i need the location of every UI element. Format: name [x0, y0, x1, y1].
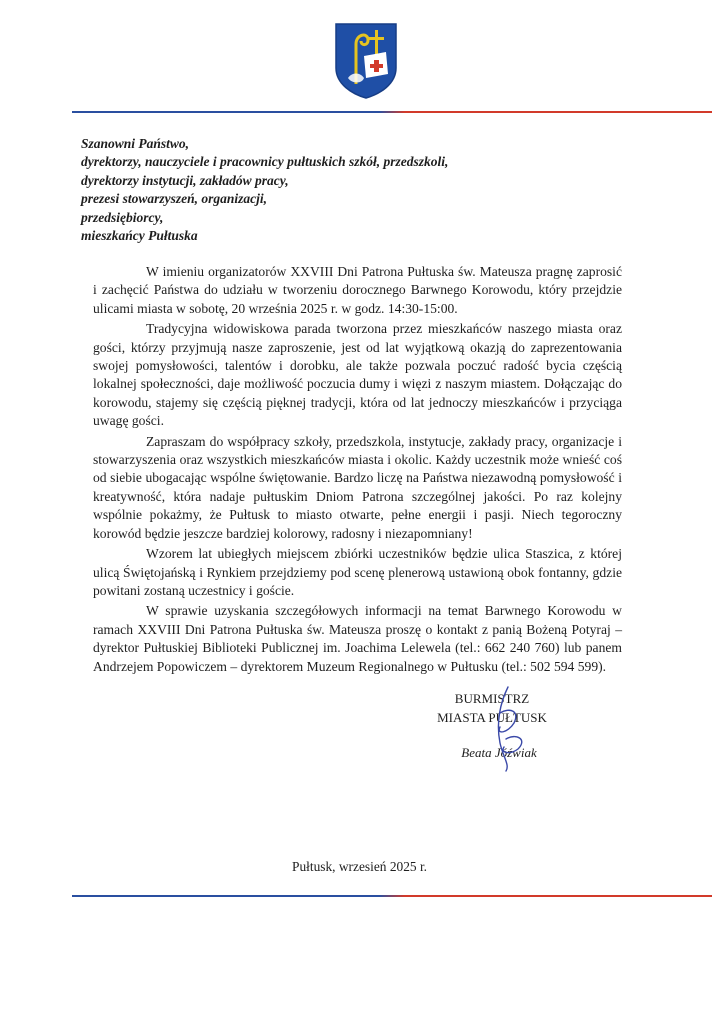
- salutation-line: dyrektorzy instytucji, zakładów pracy,: [81, 172, 289, 188]
- signatory-title: BURMISTRZ: [454, 691, 530, 706]
- coat-of-arms-crest-icon: [334, 22, 398, 100]
- body-paragraph: W sprawie uzyskania szczegółowych informacji na temat Barwnego Korowodu w ramach XXVIII Dni Patrona Pułtuska św. Mateusza proszę o kontakt z panią Bożeną Potyraj – dyrektor Pułtuskiej Biblioteki Publicznej im. Joachima Lelewela (tel.: 662 240 760) lub panem Andrzejem Popowiczem – dyrektorem Muzeum Regionalnego w Pułtusku (tel.: 502 594 599).: [93, 603, 622, 674]
- header-divider-line: [72, 111, 712, 113]
- signatory-office: MIASTA PUŁTUSK: [437, 710, 547, 725]
- handwritten-signature-icon: [470, 683, 540, 773]
- salutation-line: Szanowni Państwo,: [81, 136, 190, 151]
- place-and-date: Pułtusk, wrzesień 2025 r.: [292, 859, 428, 874]
- body-paragraph: Tradycyjna widowiskowa parada tworzona przez mieszkańców naszego miasta oraz gości, którzy przyjmują nasze zaproszenie, jest od lat wyjątkową okazją do zaprezentowania swojej pomysłowości, talentów i dorobku, ale także pozwala poczuć radość bycia częścią lokalnej społeczności, daje możliwość poczucia dumy i więzi z naszym miastem. Dołączając do korowodu, stajemy się częścią pięknej tradycji, która od lat jednoczy mieszkańców i przyciąga uwagę gości.: [93, 321, 622, 429]
- salutation-block: [81, 135, 641, 245]
- signatory-name: Beata Jóźwiak: [461, 745, 537, 760]
- salutation-line: mieszkańcy Pułtuska: [81, 228, 198, 244]
- salutation-line: przedsiębiorcy,: [81, 209, 164, 225]
- salutation-line: dyrektorzy, nauczyciele i pracownicy pułtuskich szkół, przedszkoli,: [81, 154, 449, 170]
- body-paragraph: Zapraszam do współpracy szkoły, przedszkola, instytucje, zakłady pracy, organizacje i stowarzyszenia oraz wszystkich mieszkańców miasta i okolic. Każdy uczestnik może wnieść coś od siebie ubogacając wspólne świętowanie. Bardzo liczę na Państwa niezawodną pomysłowość i kreatywność, która nadaje pułtuskim Dniom Patrona szczególnej jakości. Po raz kolejny wspólnie pokażmy, że Pułtusk to miasto otwarte, pełne energii i pasji. Niech tegoroczny korowód będzie jeszcze bardziej kolorowy, radosny i niezapomniany!: [93, 433, 622, 541]
- body-paragraph: W imieniu organizatorów XXVIII Dni Patrona Pułtuska św. Mateusza pragnę zaprosić i zachęcić Państwa do udziału w tworzeniu dorocznego Barwnego Korowodu, który przejdzie ulicami miasta w sobotę, 20 września 2025 r. w godz. 14:30-15:00.: [93, 264, 622, 316]
- footer-divider-line: [72, 895, 712, 897]
- body-paragraph: Wzorem lat ubiegłych miejscem zbiórki uczestników będzie ulica Staszica, z której ulicą Świętojańską i Rynkiem przejdziemy pod scenę plenerową ustawioną obok fontanny, gdzie powitani zostaną uczestnicy i goście.: [93, 546, 622, 598]
- salutation-line: prezesi stowarzyszeń, organizacji,: [81, 191, 268, 207]
- letter-body: [93, 263, 622, 678]
